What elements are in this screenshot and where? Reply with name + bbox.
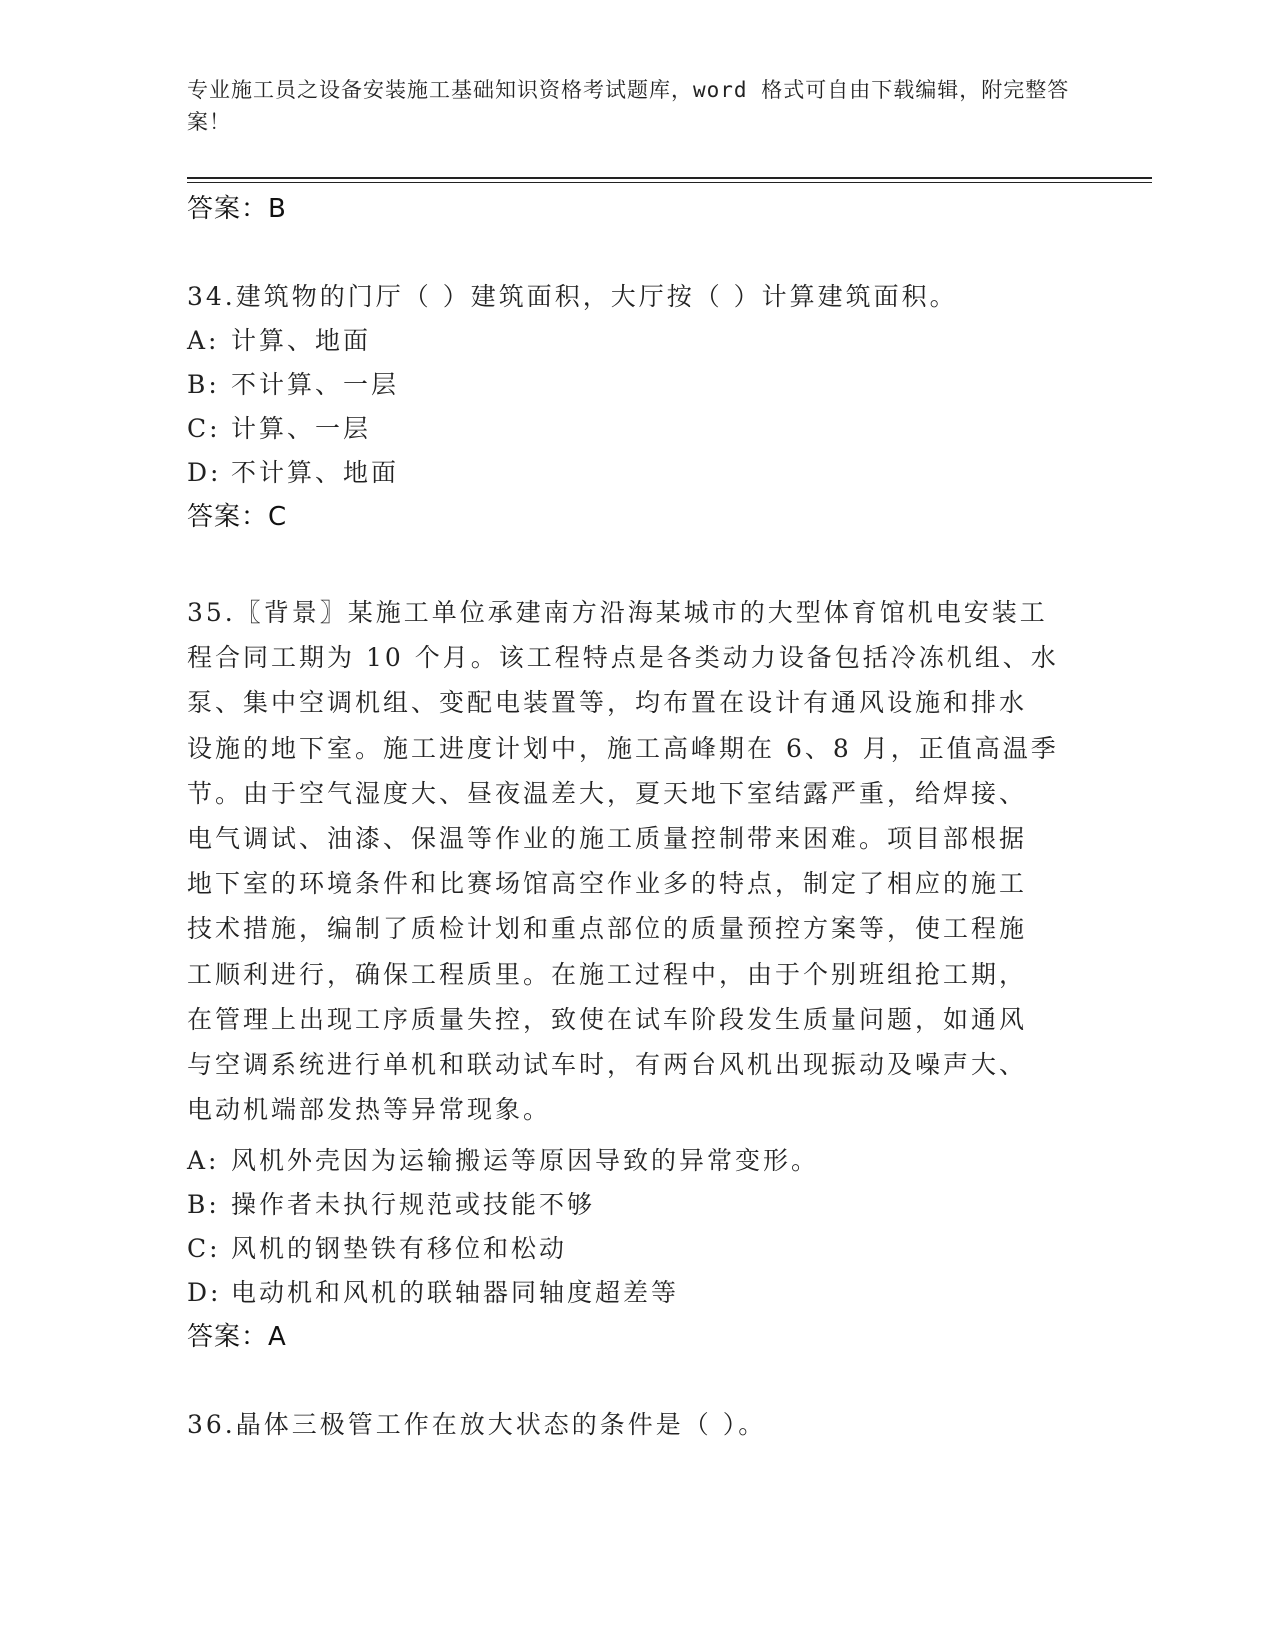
question-34-option-b [187, 367, 399, 403]
option-letter: D: [187, 1278, 222, 1307]
stem-line: 地下室的环境条件和比赛场馆高空作业多的特点，制定了相应的施工 [187, 869, 1028, 899]
stem-line: 泵、集中空调机组、变配电装置等，均布置在设计有通风设施和排水 [187, 688, 1028, 718]
stem-line: 与空调系统进行单机和联动试车时，有两台风机出现振动及噪声大、 [187, 1050, 1028, 1080]
option-text: 计算、一层 [231, 414, 372, 443]
answer-previous: 答案：B [187, 194, 287, 224]
question-35-option-a [187, 1143, 819, 1179]
question-35-stem [187, 590, 1067, 1132]
question-34-stem: 34.建筑物的门厅（ ）建筑面积，大厅按（ ）计算建筑面积。 [187, 282, 958, 311]
question-36-stem: 36.晶体三极管工作在放大状态的条件是（ ）。 [187, 1410, 767, 1439]
stem-line: 在管理上出现工序质量失控，致使在试车阶段发生质量问题，如通风 [187, 1004, 1028, 1034]
option-letter: B: [187, 1190, 220, 1219]
option-text: 风机外壳因为运输搬运等原因导致的异常变形。 [231, 1146, 820, 1175]
option-text: 操作者未执行规范或技能不够 [231, 1190, 596, 1219]
question-34-option-d [187, 455, 399, 491]
option-text: 风机的钢垫铁有移位和松动 [231, 1234, 568, 1263]
option-text: 不计算、地面 [231, 458, 400, 487]
question-34-option-a [187, 323, 371, 359]
option-text: 电动机和风机的联轴器同轴度超差等 [231, 1278, 680, 1307]
question-35-option-d [187, 1275, 679, 1311]
option-letter: C: [187, 1234, 221, 1263]
header-divider [187, 177, 1152, 179]
stem-line: 程合同工期为 10 个月。该工程特点是各类动力设备包括冷冻机组、水 [187, 643, 1059, 673]
header-note: 专业施工员之设备安装施工基础知识资格考试题库，word 格式可自由下载编辑，附完整答案！ [187, 78, 1070, 134]
question-34-answer: 答案：C [187, 502, 288, 532]
stem-line: 电气调试、油漆、保温等作业的施工质量控制带来困难。项目部根据 [187, 824, 1028, 854]
question-35-option-b [187, 1187, 595, 1223]
option-letter: A: [187, 326, 220, 355]
stem-line: 设施的地下室。施工进度计划中，施工高峰期在 6、8 月，正值高温季 [187, 733, 1059, 763]
question-35-answer: 答案：A [187, 1322, 287, 1352]
stem-line: 35.〖背景〗某施工单位承建南方沿海某城市的大型体育馆机电安装工 [187, 598, 1048, 627]
question-34-option-c [187, 411, 371, 447]
question-35-option-c [187, 1231, 567, 1267]
option-text: 计算、地面 [231, 326, 372, 355]
option-letter: B: [187, 370, 220, 399]
stem-line: 工顺利进行，确保工程质里。在施工过程中，由于个别班组抢工期， [187, 959, 1028, 989]
stem-line: 电动机端部发热等异常现象。 [187, 1095, 552, 1125]
stem-line: 节。由于空气湿度大、昼夜温差大，夏天地下室结露严重，给焊接、 [187, 778, 1028, 808]
option-letter: C: [187, 414, 221, 443]
option-letter: A: [187, 1146, 220, 1175]
option-letter: D: [187, 458, 222, 487]
option-text: 不计算、一层 [231, 370, 400, 399]
header-divider-thin [187, 182, 1152, 183]
stem-line: 技术措施，编制了质检计划和重点部位的质量预控方案等，使工程施 [187, 914, 1028, 944]
